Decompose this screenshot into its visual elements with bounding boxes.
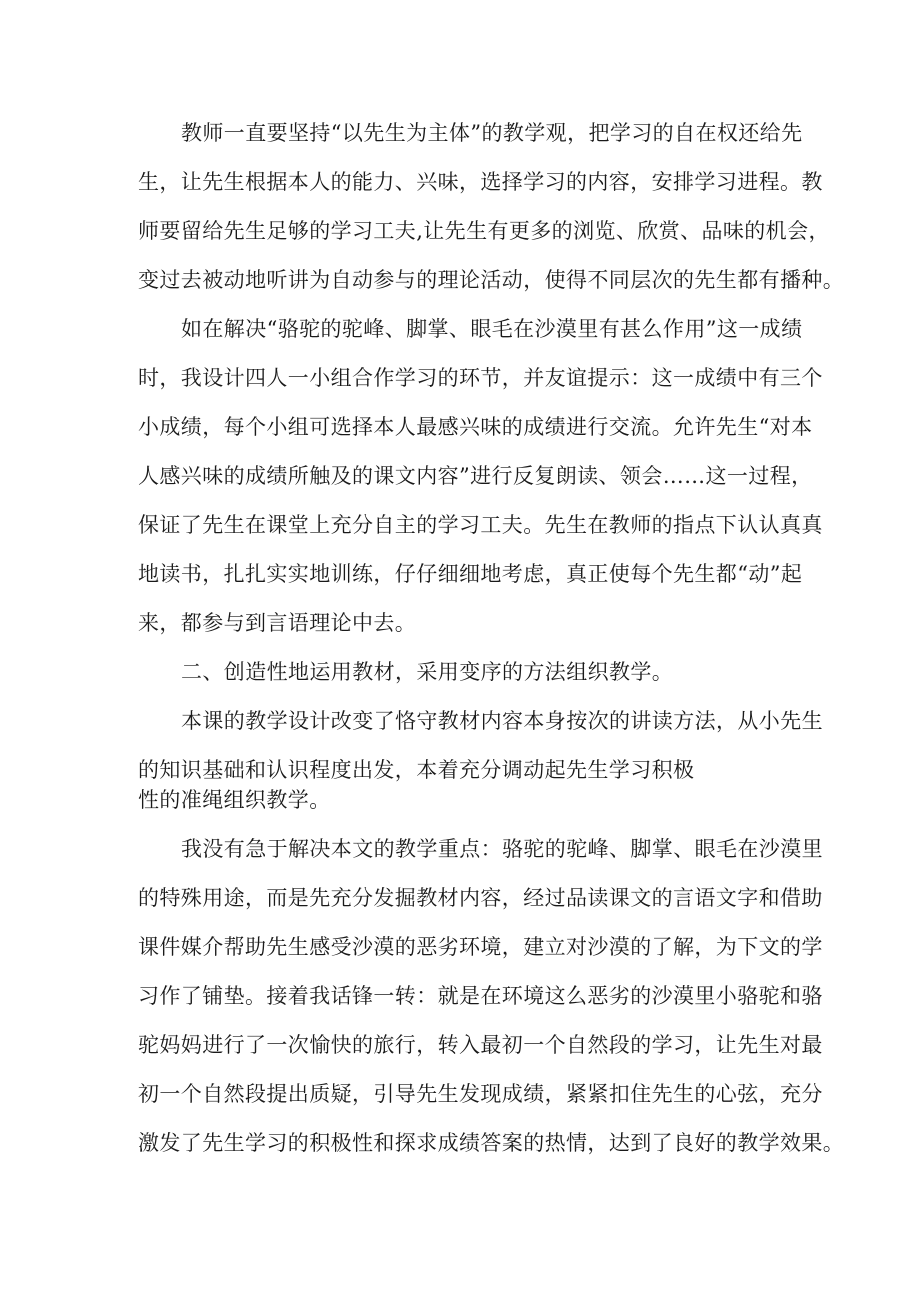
section-heading: 二、创造性地运用教材，采用变序的方法组织教学。 — [181, 660, 674, 684]
paragraph-1-line-2: 生，让先生根据本人的能力、兴味，选择学习的内容，安排学习进程。教 — [138, 170, 823, 194]
paragraph-2-line-6: 地读书，扎扎实实地训练，仔仔细细地考虑，真正使每个先生都“动”起 — [138, 562, 803, 586]
paragraph-2-line-1: 如在解决“骆驼的驼峰、脚掌、眼毛在沙漠里有甚么作用”这一成绩 — [181, 317, 803, 341]
paragraph-2-line-4: 人感兴味的成绩所触及的课文内容”进行反复朗读、领会……这一过程， — [138, 464, 813, 488]
paragraph-1-line-1: 教师一直要坚持“以先生为主体”的教学观，把学习的自在权还给先 — [181, 121, 803, 145]
paragraph-2-line-2: 时，我设计四人一小组合作学习的环节，并友谊提示：这一成绩中有三个 — [138, 366, 823, 390]
paragraph-1-line-4: 变过去被动地听讲为自动参与的理论活动，使得不同层次的先生都有播种。 — [138, 268, 845, 292]
paragraph-3-line-3: 性的准绳组织教学。 — [138, 788, 331, 812]
paragraph-2-line-7: 来，都参与到言语理论中去。 — [138, 611, 417, 635]
paragraph-4-line-3: 课件媒介帮助先生感受沙漠的恶劣环境，建立对沙漠的了解，为下文的学 — [138, 935, 823, 959]
paragraph-2-line-3: 小成绩，每个小组可选择本人最感兴味的成绩进行交流。允许先生“对本 — [138, 415, 813, 439]
paragraph-3-line-1: 本课的教学设计改变了恪守教材内容本身按次的讲读方法，从小先生 — [181, 709, 823, 733]
paragraph-2-line-5: 保证了先生在课堂上充分自主的学习工夫。先生在教师的指点下认认真真 — [138, 513, 823, 537]
paragraph-4-line-1: 我没有急于解决本文的教学重点：骆驼的驼峰、脚掌、眼毛在沙漠里 — [181, 837, 823, 861]
paragraph-4-line-4: 习作了铺垫。接着我话锋一转：就是在环境这么恶劣的沙漠里小骆驼和骆 — [138, 984, 823, 1008]
paragraph-1-line-3: 师要留给先生足够的学习工夫,让先生有更多的浏览、欣赏、品味的机会， — [138, 219, 830, 243]
paragraph-3-line-2: 的知识基础和认识程度出发，本着充分调动起先生学习积极 — [138, 758, 695, 782]
paragraph-4-line-6: 初一个自然段提出质疑，引导先生发现成绩，紧紧扣住先生的心弦，充分 — [138, 1082, 823, 1106]
paragraph-4-line-2: 的特殊用途，而是先充分发掘教材内容，经过品读课文的言语文字和借助 — [138, 886, 823, 910]
paragraph-4-line-5: 驼妈妈进行了一次愉快的旅行，转入最初一个自然段的学习，让先生对最 — [138, 1033, 823, 1057]
paragraph-4-line-7: 激发了先生学习的积极性和探求成绩答案的热情，达到了良好的教学效果。 — [138, 1131, 845, 1155]
